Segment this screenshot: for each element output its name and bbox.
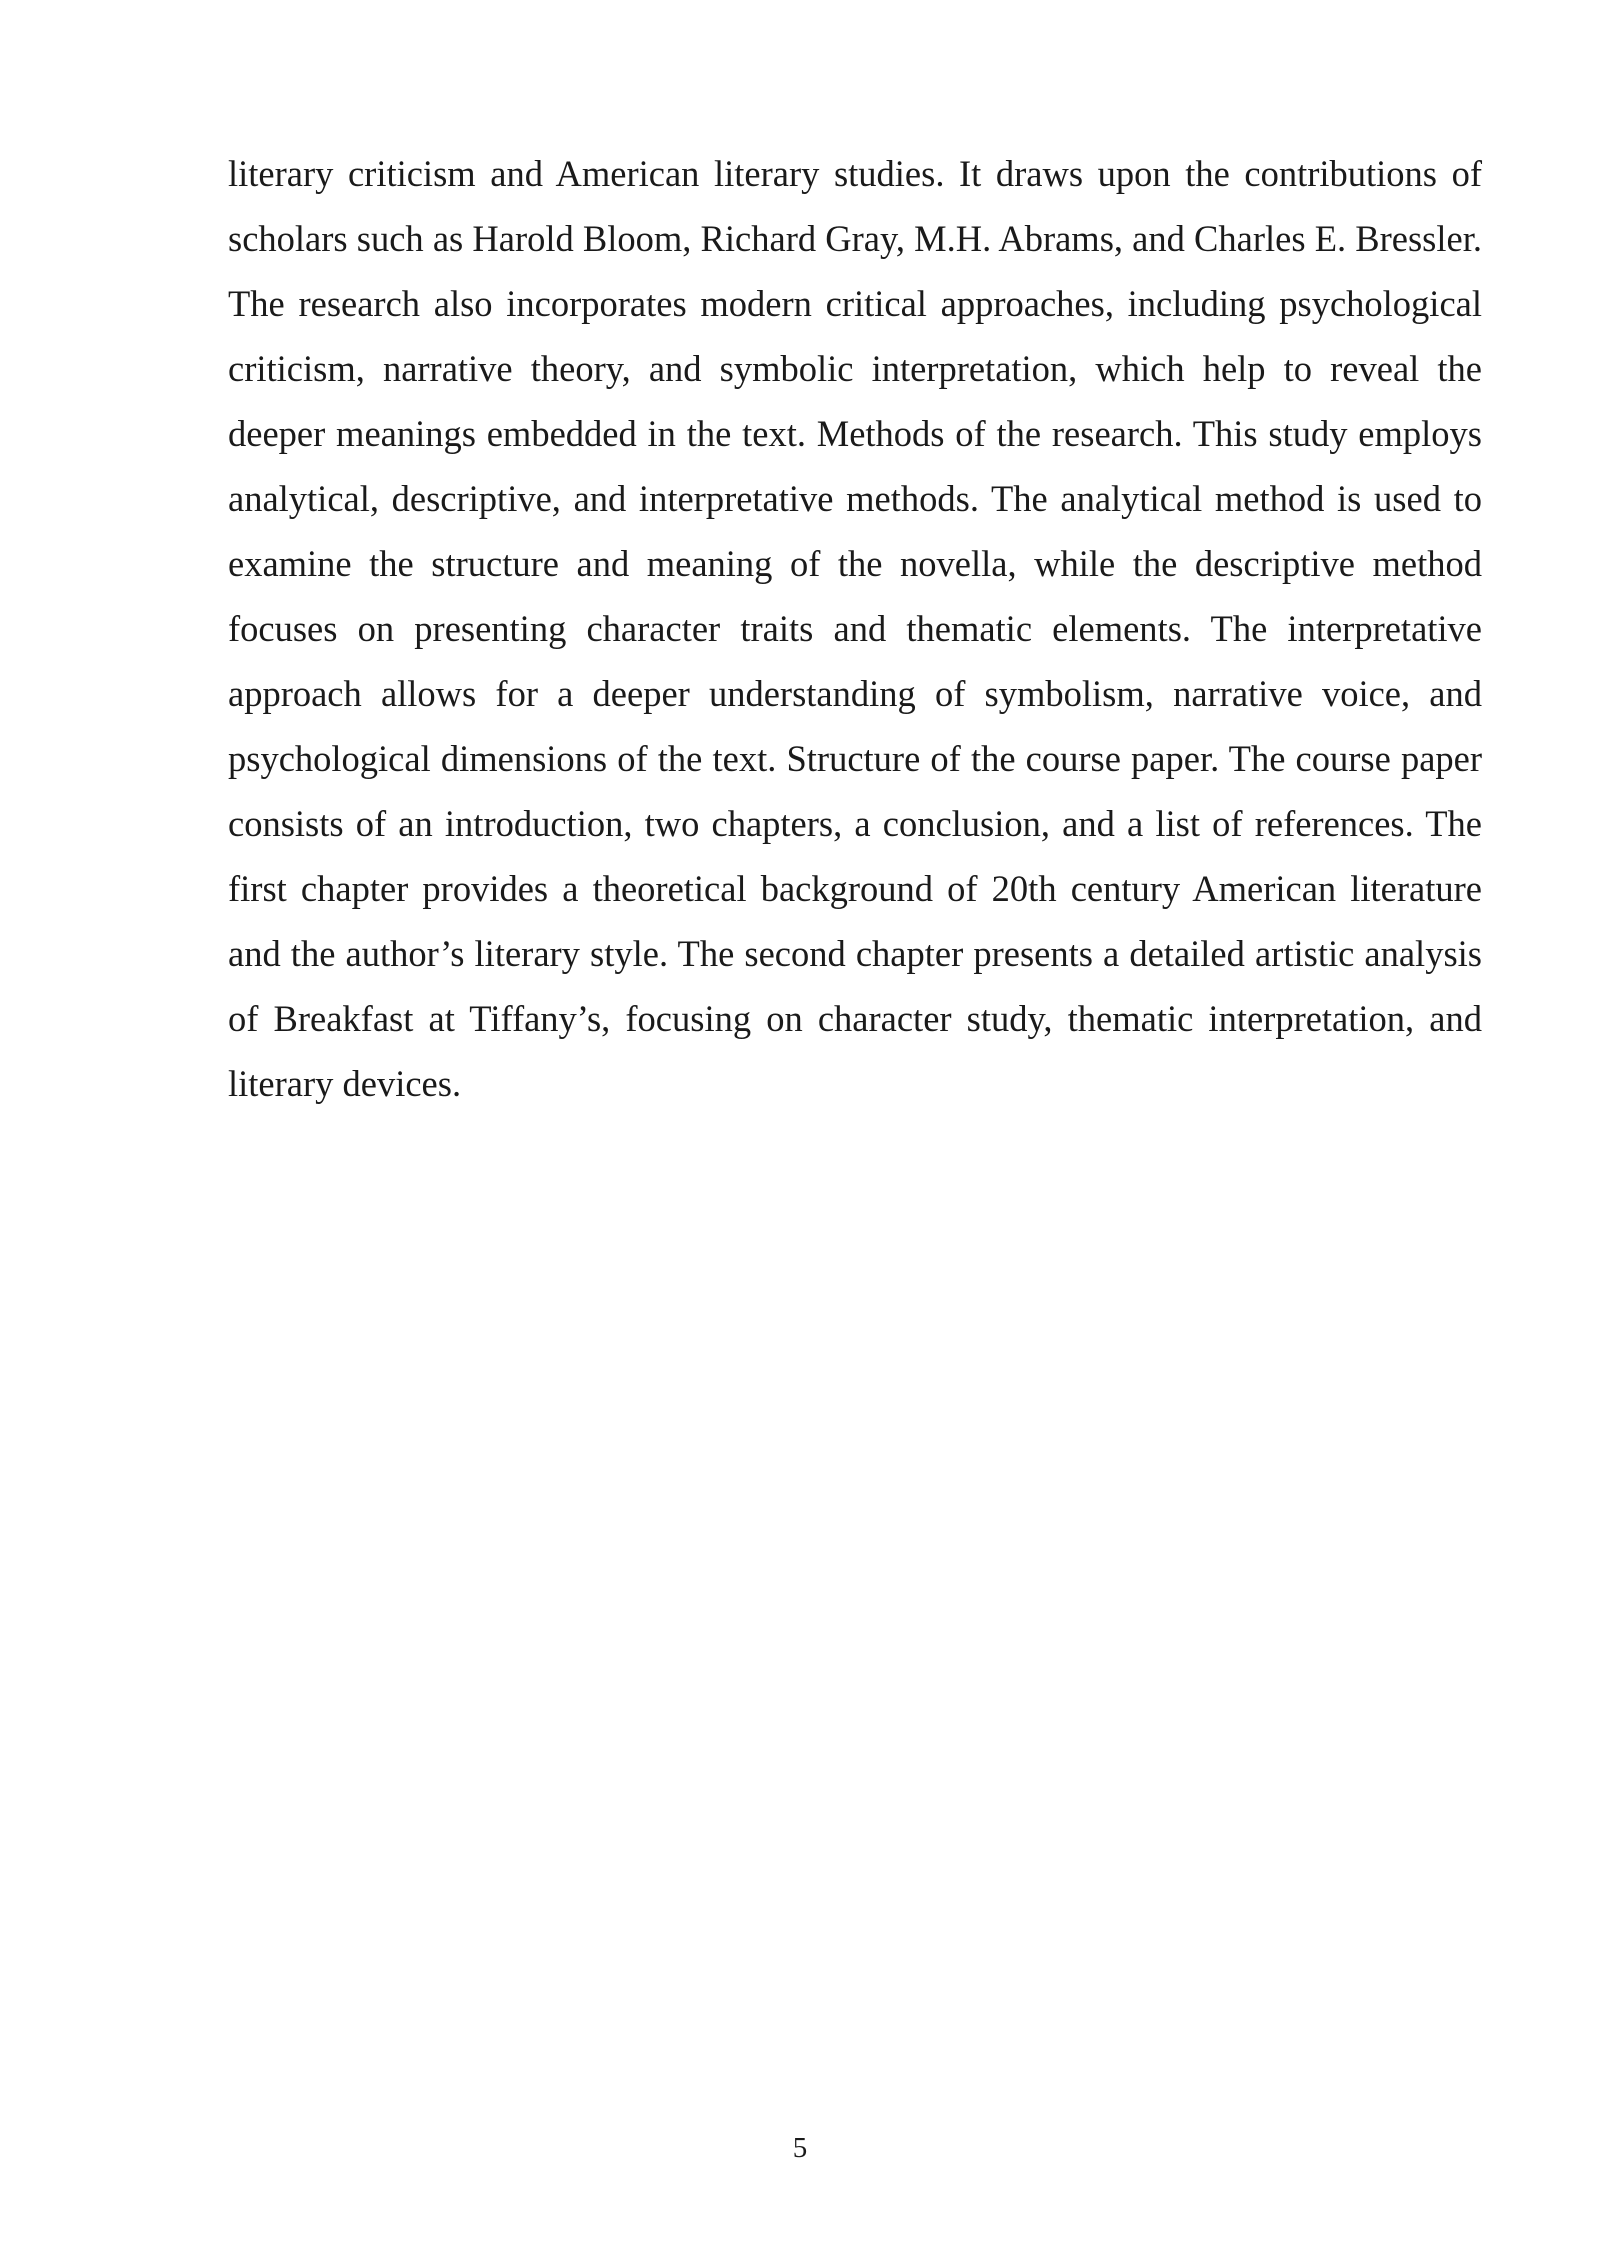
- body-paragraph: literary criticism and American literary studies. It draws upon the contributions of scholars such as Harold Bloom, Richard Gray, M.H. Abrams, and Charles E. Bressler. The research also incorporates modern critical approaches, including psychological criticism, narrative theory, and symbolic interpretation, which help to reveal the deeper meanings embedded in the text. Methods of the research. This study employs analytical, descriptive, and interpretative methods. The analytical method is used to examine the structure and meaning of the novella, while the descriptive method focuses on presenting character traits and thematic elements. The interpretative approach allows for a deeper understanding of symbolism, narrative voice, and psychological dimensions of the text. Structure of the course paper. The course paper consists of an introduction, two chapters, a conclusion, and a list of references. The first chapter provides a theoretical background of 20th century American literature and the author’s literary style. The second chapter presents a detailed artistic analysis of Breakfast at Tiffany’s, focusing on character study, thematic interpretation, and literary devices.: [228, 153, 1482, 1104]
- page-number: 5: [792, 2132, 808, 2164]
